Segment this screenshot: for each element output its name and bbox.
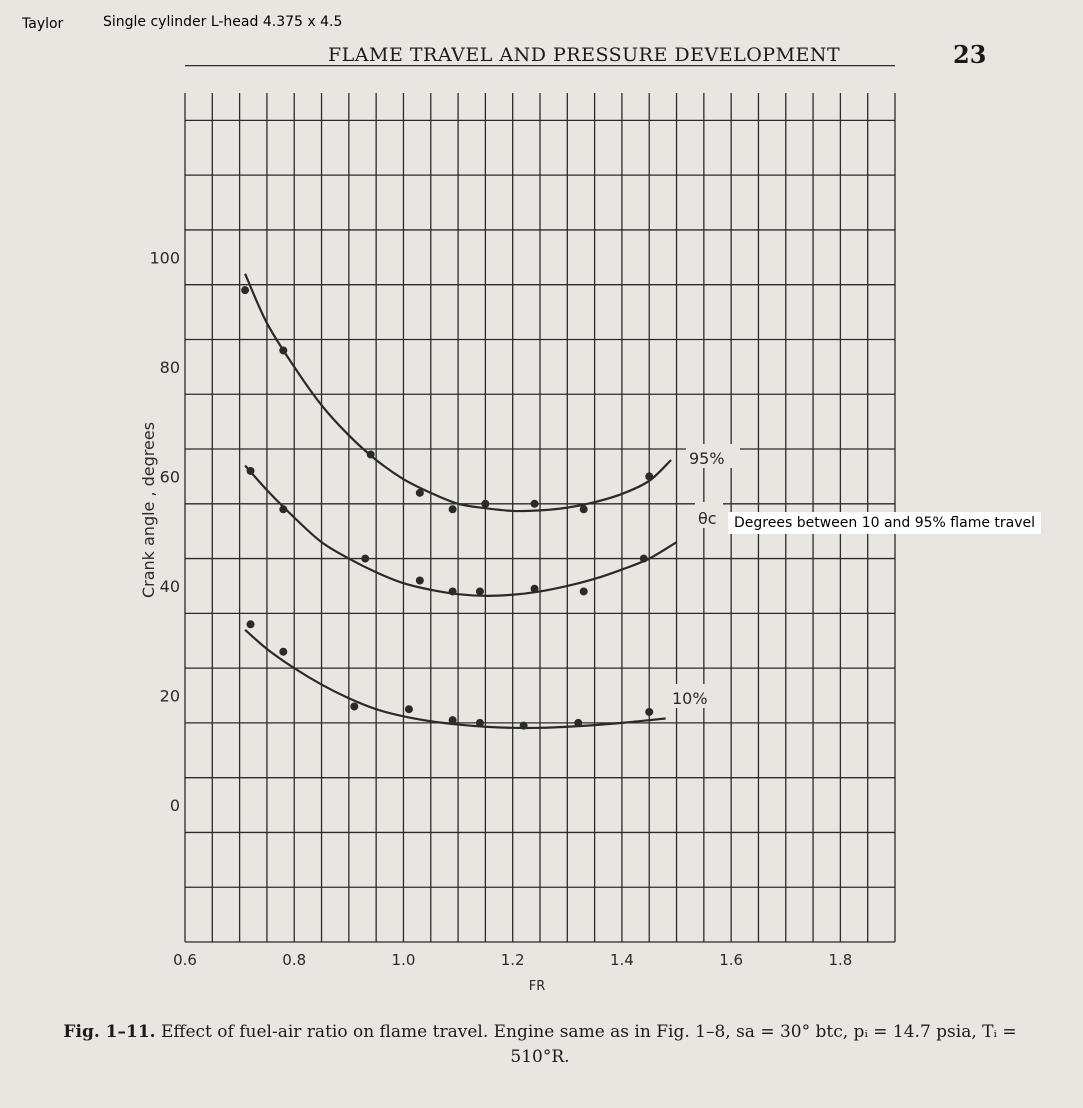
- series-curve-1: [245, 465, 676, 595]
- series-label: 10%: [672, 689, 708, 708]
- data-point-series-2: [645, 708, 653, 716]
- data-point-series-0: [645, 472, 653, 480]
- y-tick-label: 0: [169, 796, 180, 816]
- series-curve-2: [245, 630, 666, 728]
- page-number: 23: [953, 40, 987, 69]
- chart-tick-labels: [149, 248, 852, 969]
- caption-text: Effect of fuel-air ratio on flame travel. Engine same as in Fig. 1–8, sa = 30° btc, pᵢ = 14.7 psia, Tᵢ = 510°R.: [160, 1022, 1017, 1067]
- author-note: Taylor: [22, 16, 64, 32]
- chart-grid: [185, 66, 895, 942]
- x-tick-label: 1.0: [391, 951, 416, 969]
- data-point-series-2: [574, 719, 582, 727]
- y-tick-label: 100: [149, 248, 180, 268]
- data-point-series-2: [476, 719, 484, 727]
- x-tick-label: 1.8: [828, 951, 853, 969]
- data-point-series-1: [580, 587, 588, 595]
- x-tick-label: 1.4: [609, 951, 634, 969]
- chart-points: [241, 286, 653, 729]
- y-tick-label: 20: [159, 686, 180, 706]
- data-point-series-2: [449, 716, 457, 724]
- data-point-series-1: [361, 555, 369, 563]
- data-point-series-0: [531, 500, 539, 508]
- data-point-series-1: [449, 587, 457, 595]
- x-tick-label: 0.6: [173, 951, 197, 969]
- data-point-series-0: [481, 500, 489, 508]
- data-point-series-1: [247, 467, 255, 475]
- curve-annotation: Degrees between 10 and 95% flame travel: [728, 512, 1041, 534]
- page-header-title: FLAME TRAVEL AND PRESSURE DEVELOPMENT: [328, 44, 841, 66]
- engine-note: Single cylinder L-head 4.375 x 4.5: [103, 14, 343, 30]
- data-point-series-1: [531, 585, 539, 593]
- data-point-series-2: [279, 648, 287, 656]
- data-point-series-0: [241, 286, 249, 294]
- data-point-series-0: [279, 346, 287, 354]
- y-tick-label: 60: [159, 467, 180, 487]
- figure-caption: [60, 1020, 1020, 1070]
- data-point-series-0: [416, 489, 424, 497]
- data-point-series-2: [247, 620, 255, 628]
- series-label: θc: [698, 509, 717, 528]
- data-point-series-0: [449, 505, 457, 513]
- data-point-series-2: [405, 705, 413, 713]
- caption-label: Fig. 1–11.: [63, 1022, 156, 1042]
- x-tick-label: 0.8: [282, 951, 307, 969]
- data-point-series-1: [640, 555, 648, 563]
- y-tick-label: 80: [159, 357, 180, 377]
- data-point-series-2: [350, 702, 358, 710]
- x-tick-label: 1.6: [719, 951, 744, 969]
- data-point-series-0: [367, 451, 375, 459]
- data-point-series-2: [520, 722, 528, 730]
- x-tick-label: 1.2: [500, 951, 525, 969]
- data-point-series-1: [476, 587, 484, 595]
- data-point-series-1: [416, 576, 424, 584]
- y-tick-label: 40: [159, 576, 180, 596]
- x-axis-label: FR: [528, 979, 546, 994]
- y-axis-label: Crank angle , degrees: [139, 421, 158, 599]
- data-point-series-0: [580, 505, 588, 513]
- chart-curves: [245, 274, 676, 728]
- series-label: 95%: [689, 449, 725, 468]
- data-point-series-1: [279, 505, 287, 513]
